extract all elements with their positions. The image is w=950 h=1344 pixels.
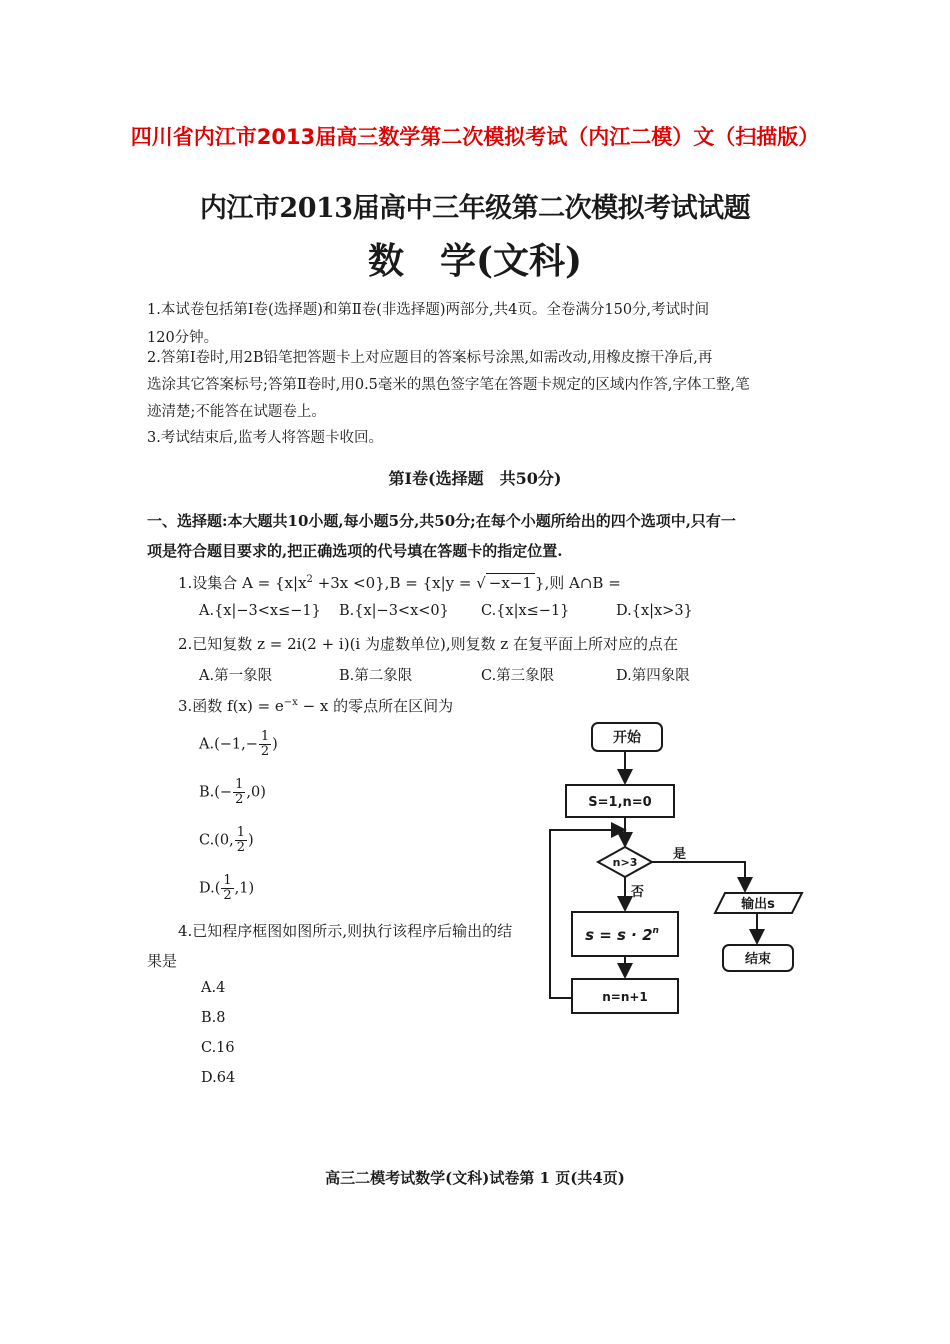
document-header-title: 四川省内江市2013届高三数学第二次模拟考试（内江二模）文（扫描版） (130, 125, 820, 149)
question-4-option-a: A.4 (201, 980, 226, 996)
flowchart-increment-label: n=n+1 (602, 990, 648, 1004)
question-1-option-a: A.{x|−3<x≤−1} (199, 603, 321, 619)
question-4-option-c: C.16 (201, 1040, 235, 1056)
question-1-option-c: C.{x|x≤−1} (481, 603, 570, 619)
question-3-option-d: D.( $\frac{1}{2}$ ,1) (199, 873, 255, 903)
question-3-option-a: A.(−1,− $\frac{1}{2}$ ) (199, 729, 278, 759)
program-flowchart (540, 715, 830, 1025)
note-3: 3.考试结束后,监考人将答题卡收回。 (147, 430, 383, 446)
note-2-line-2: 选涂其它答案标号;答第Ⅱ卷时,用0.5毫米的黑色签字笔在答题卡规定的区域内作答,字体工整,笔 (147, 377, 750, 393)
exam-subject: 数 学(文科) (367, 240, 583, 282)
note-2-line-1: 2.答第Ⅰ卷时,用2B铅笔把答题卡上对应题目的答案标号涂黑,如需改动,用橡皮擦干净后,再 (147, 350, 713, 366)
question-2-stem: 2.已知复数 z = 2i(2 + i)(i 为虚数单位),则复数 z 在复平面上所对应的点在 (178, 635, 679, 653)
question-1-stem: 1.设集合 $A = \{x|x^2 +3x <0\},B = \{x|y$ = √ −x−1 },则 A∩B = (178, 574, 621, 592)
section-intro-line-2: 项是符合题目要求的,把正确选项的代号填在答题卡的指定位置. (147, 542, 563, 560)
flowchart-end-label: 结束 (744, 952, 772, 967)
question-2-option-b: B.第二象限 (339, 668, 413, 684)
question-1-option-b: B.{x|−3<x<0} (339, 603, 449, 619)
flowchart-yes-label: 是 (673, 847, 687, 862)
flowchart-start-label: 开始 (613, 730, 641, 746)
question-4-option-d: D.64 (201, 1070, 236, 1086)
flowchart-no-label: 否 (631, 885, 645, 900)
flowchart-output-label: 输出s (741, 897, 775, 912)
note-2-line-3: 迹清楚;不能答在试题卷上。 (147, 404, 326, 420)
question-3-option-b: B.(− $\frac{1}{2}$ ,0) (199, 777, 266, 807)
note-1-line-2: 120分钟。 (147, 330, 219, 346)
question-4-option-b: B.8 (201, 1010, 226, 1026)
question-4-stem-line-1: 4.已知程序框图如图所示,则执行该程序后输出的结 (178, 922, 513, 940)
question-1-option-d: D.{x|x>3} (616, 603, 693, 619)
question-3-option-c: C.(0, $\frac{1}{2}$ ) (199, 825, 254, 855)
section-intro-line-1: 一、选择题:本大题共10小题,每小题5分,共50分;在每个小题所给出的四个选项中,只有一 (147, 512, 736, 530)
flowchart-assign-label: $s = s \cdot 2^n$ (585, 926, 659, 944)
question-4-stem-line-2: 果是 (147, 952, 178, 970)
question-2-option-c: C.第三象限 (481, 668, 555, 684)
question-2-option-d: D.第四象限 (616, 668, 690, 684)
flowchart-condition-label: n>3 (612, 856, 638, 869)
note-1-line-1: 1.本试卷包括第Ⅰ卷(选择题)和第Ⅱ卷(非选择题)两部分,共4页。全卷满分150分,考试时间 (147, 302, 710, 318)
exam-title: 内江市2013届高中三年级第二次模拟考试试题 (199, 193, 751, 224)
flowchart-init-label: S=1,n=0 (588, 795, 652, 810)
question-3-stem: 3.函数 $f(x) = e^{-x} - x$ 的零点所在区间为 (178, 697, 454, 715)
section-title: 第Ⅰ卷(选择题 共50分) (388, 469, 562, 488)
question-2-option-a: A.第一象限 (199, 668, 273, 684)
page-footer: 高三二模考试数学(文科)试卷第 1 页(共4页) (325, 1169, 625, 1187)
